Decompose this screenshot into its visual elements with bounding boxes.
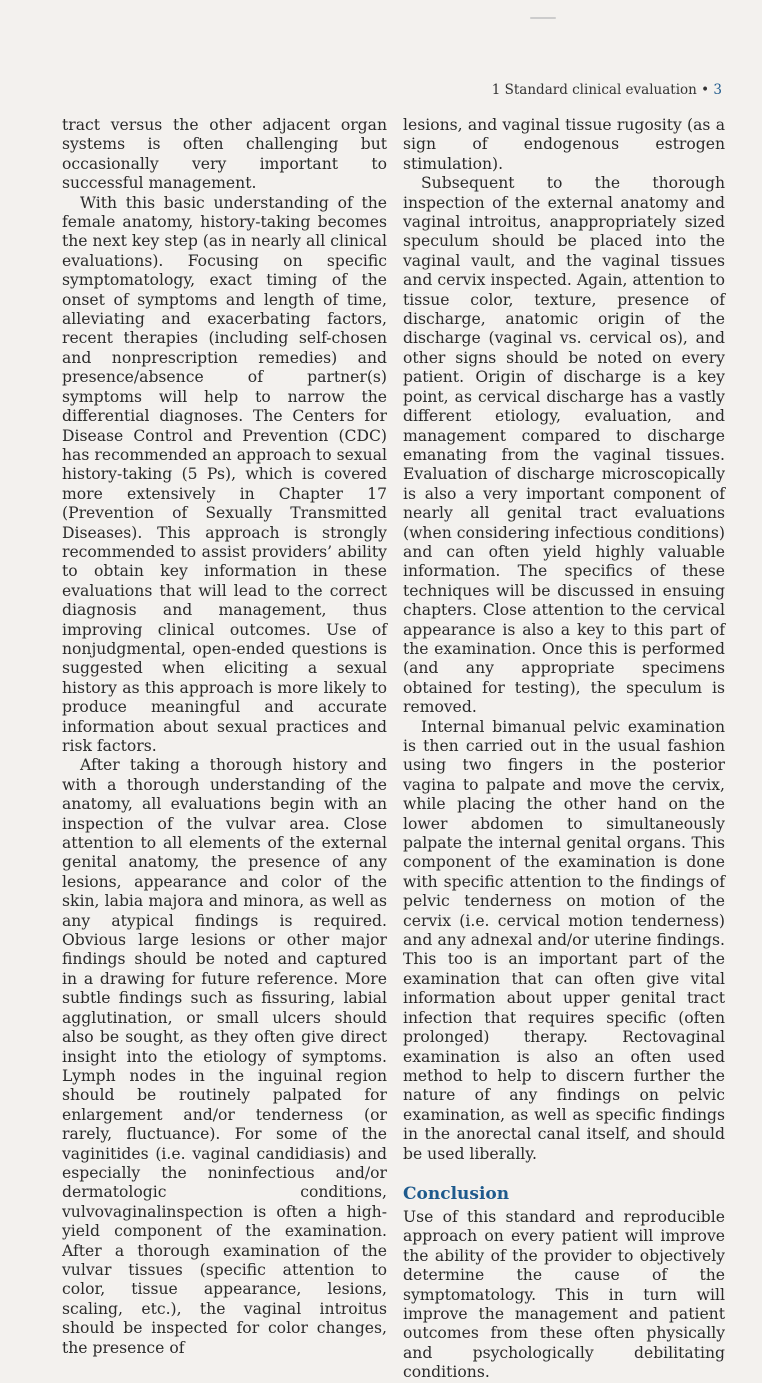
paragraph: lesions, and vaginal tissue rugosity (as a sign of endogenous estrogen stimulation). [403, 116, 725, 173]
paragraph: With this basic understanding of the female anatomy, history-taking becomes the next key step (as in nearly all clinical evaluations). Focusing on specific symptomatology, exact timing of the onset of symptoms and length of time, alleviating and exacerbating factors, recent therapies (including self-chosen and nonprescription remedies) and presence/absence of partner(s) symptoms will help to narrow the differential diagnoses. The Centers for Disease Control and Prevention (CDC) has recommended an approach to sexual history-taking (5 Ps), which is covered more extensively in Chapter 17 (Prevention of Sexually Transmitted Diseases). This approach is strongly recommended to assist providers’ ability to obtain key information in these evaluations that will lead to the correct diagnosis and management, thus improving clinical outcomes. Use of nonjudgmental, open-ended questions is suggested when eliciting a sexual history as this approach is more likely to produce meaningful and accurate information about sexual practices and risk factors. [62, 193, 387, 755]
paragraph: Use of this standard and reproducible approach on every patient will improve the ability of the provider to objectively determine the cause of the symptomatology. This in turn will improve the management and patient outcomes from these often physically and psychologically debilitating conditions. [403, 1207, 725, 1382]
right-column [403, 116, 725, 1383]
paragraph: tract versus the other adjacent organ systems is often challenging but occasionally very important to successful management. [62, 116, 387, 193]
paragraph: Internal bimanual pelvic examination is then carried out in the usual fashion using two fingers in the posterior vagina to palpate and move the cervix, while placing the other hand on the lower abdomen to simultaneously palpate the internal genital organs. This component of the examination is done with specific attention to the findings of pelvic tenderness on motion of the cervix (i.e. cervical motion tenderness) and any adnexal and/or uterine findings. This too is an important part of the examination that can often give vital information about upper genital tract infection that requires specific (often prolonged) therapy. Rectovaginal examination is also an often used method to help to discern further the nature of any findings on pelvic examination, as well as specific findings in the anorectal canal itself, and should be used liberally. [403, 717, 725, 1163]
paragraph: Subsequent to the thorough inspection of the external anatomy and vaginal introitus, anappropriately sized speculum should be placed into the vaginal vault, and the vaginal tissues and cervix inspected. Again, attention to tissue color, texture, presence of discharge, anatomic origin of the discharge (vaginal vs. cervical os), and other signs should be noted on every patient. Origin of discharge is a key point, as cervical discharge has a vastly different etiology, evaluation, and management compared to discharge emanating from the vaginal tissues. Evaluation of discharge microscopically is also a very important component of nearly all genital tract evaluations (when considering infectious conditions) and can often yield highly valuable information. The specifics of these techniques will be discussed in ensuing chapters. Close attention to the cervical appearance is also a key to this part of the examination. Once this is performed (and any appropriate specimens obtained for testing), the speculum is removed. [403, 174, 725, 717]
header-separator: • [701, 82, 710, 98]
section-heading: Conclusion [403, 1183, 510, 1204]
page-number: 3 [713, 82, 722, 98]
scan-mark [530, 17, 556, 19]
running-title: 1 Standard clinical evaluation [491, 82, 697, 98]
paragraph: After taking a thorough history and with a thorough understanding of the anatomy, all evaluations begin with an inspection of the vulvar area. Close attention to all elements of the external genital anatomy, the presence of any lesions, appearance and color of the skin, labia majora and minora, as well as any atypical findings is required. Obvious large lesions or other major findings should be noted and captured in a drawing for future reference. More subtle findings such as fissuring, labial agglutination, or small ulcers should also be sought, as they often give direct insight into the etiology of symptoms. Lymph nodes in the inguinal region should be routinely palpated for enlargement and/or tenderness (or rarely, fluctuance). For some of the vaginitides (i.e. vaginal candidiasis) and especially the noninfectious and/or dermatologic conditions, vulvovaginalinspection is often a high-yield component of the examination. After a thorough examination of the vulvar tissues (specific attention to color, tissue appearance, lesions, scaling, etc.), the vaginal introitus should be inspected for color changes, the presence of [62, 756, 387, 1357]
running-header [492, 82, 722, 98]
